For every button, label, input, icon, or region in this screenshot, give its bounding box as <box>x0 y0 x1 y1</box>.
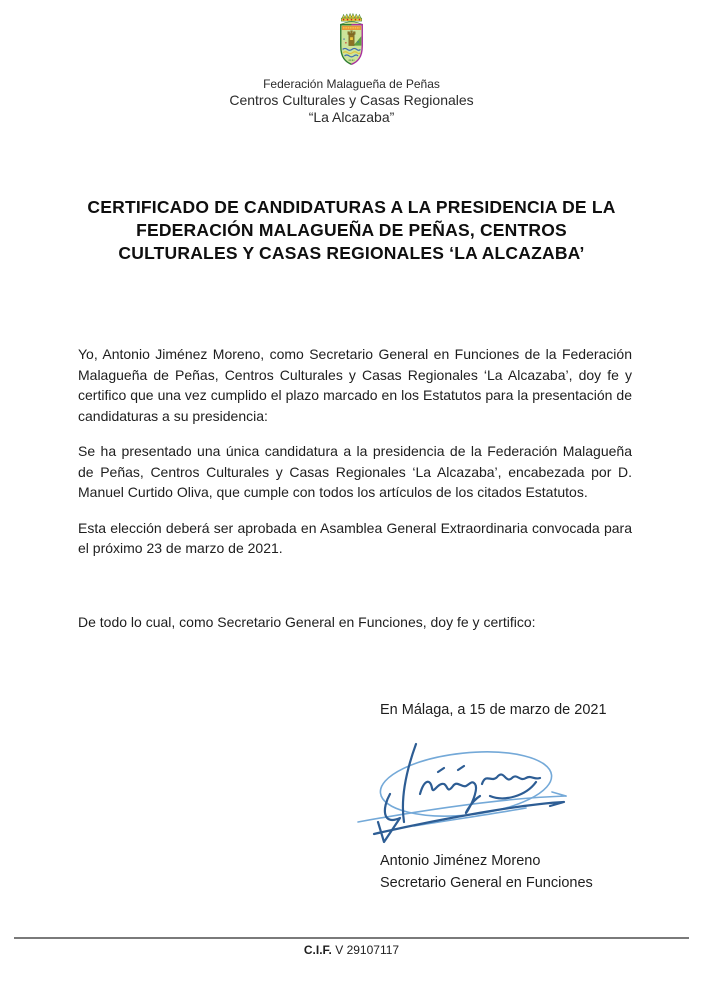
letterhead <box>0 0 703 126</box>
org-name-line1: Federación Malagueña de Peñas <box>263 77 440 91</box>
handwritten-signature-icon <box>354 738 570 850</box>
federation-crest-icon <box>328 12 375 69</box>
body-paragraph-4: De todo lo cual, como Secretario General en Funciones, doy fe y certifico: <box>78 613 536 630</box>
dateline: En Málaga, a 15 de marzo de 2021 <box>380 702 607 718</box>
cif-label: C.I.F. <box>303 943 332 957</box>
body-paragraph-1: Yo, Antonio Jiménez Moreno, como Secretario General en Funciones de la Federación Malagueña de Peñas, Centros Culturales y Casas Regionales ‘La Alcazaba’, doy fe y certifico que una vez cumplido el plazo marcado en los Estatutos para la presentación de candidaturas a su presidencia: <box>78 346 632 424</box>
signer-block <box>380 851 593 894</box>
document-body <box>0 344 703 632</box>
field-mark <box>343 38 344 39</box>
body-paragraph-2: Se ha presentado una única candidatura a la presidencia de la Federación Malagueña de Peñas, Centros Culturales y Casas Regionales ‘La Alcazaba’, encabezada por D. Manuel Curtido Oliva, que cumple con todos los artículos de los citados Estatutos. <box>78 443 632 500</box>
document-title <box>0 196 703 265</box>
org-name-line2: Centros Culturales y Casas Regionales <box>229 92 474 108</box>
crown-rays <box>342 13 361 18</box>
cif-value: V 29107117 <box>335 943 400 957</box>
title-line-2: FEDERACIÓN MALAGUEÑA DE PEÑAS, CENTROS <box>136 220 567 240</box>
field-mark <box>357 41 358 42</box>
castle-door <box>350 37 353 40</box>
signer-name: Antonio Jiménez Moreno <box>380 853 541 869</box>
footer <box>0 943 703 957</box>
field-mark <box>345 42 346 43</box>
signer-title: Secretario General en Funciones <box>380 874 593 891</box>
body-paragraph-3: Esta elección deberá ser aprobada en Asamblea General Extraordinaria convocada para el próximo 23 de marzo de 2021. <box>78 519 632 556</box>
footer-divider <box>14 937 689 939</box>
org-name-line3: “La Alcazaba” <box>308 109 395 125</box>
title-line-1: CERTIFICADO DE CANDIDATURAS A LA PRESIDENCIA DE LA <box>87 197 616 217</box>
title-line-3: CULTURALES Y CASAS REGIONALES ‘LA ALCAZABA’ <box>118 243 585 263</box>
